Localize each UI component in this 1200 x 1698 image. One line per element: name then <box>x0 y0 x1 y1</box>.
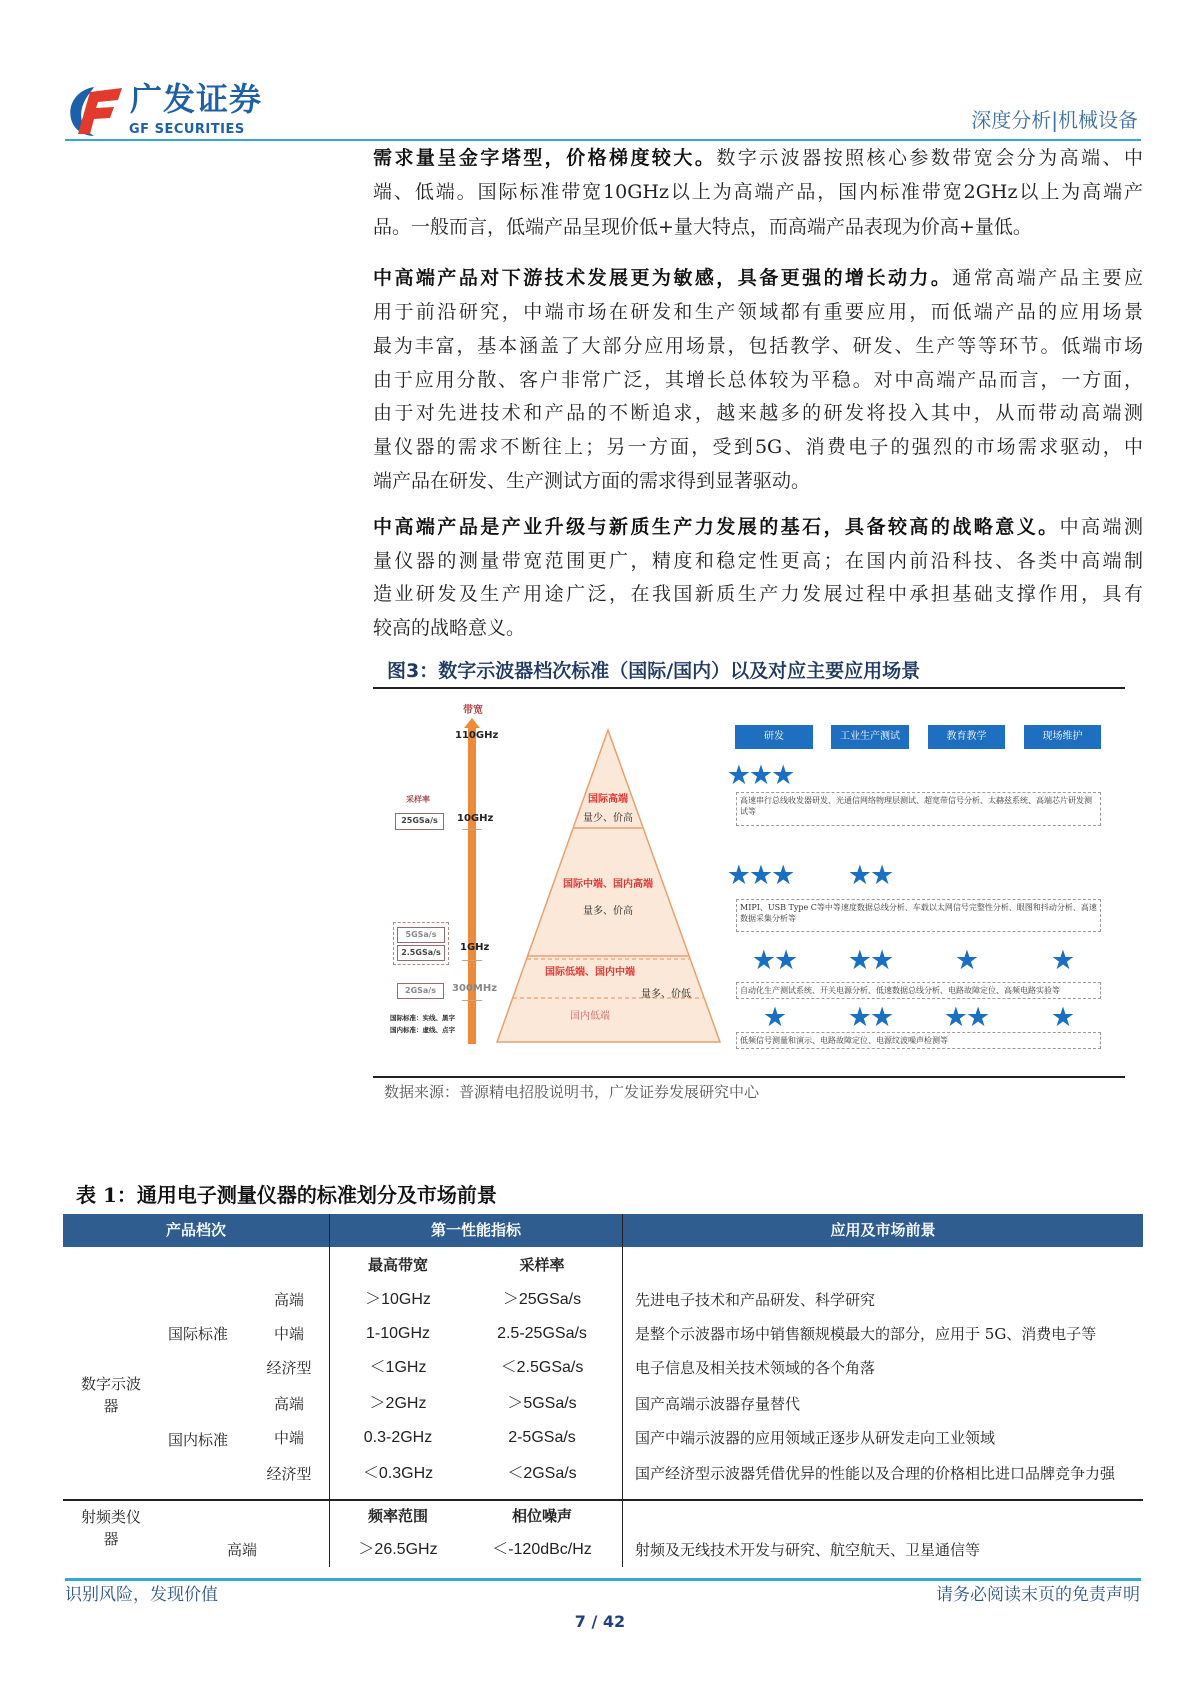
row-application: 电子信息及相关技术领域的各个角落 <box>635 1359 876 1377</box>
group-rf-instruments: 射频类仪器 <box>80 1508 141 1548</box>
figure-caption: 图3：数字示波器档次标准（国际/国内）以及对应主要应用场景 <box>387 660 921 682</box>
row-sample-rate: ＜2GSa/s <box>507 1465 577 1482</box>
bandwidth-axis-label: 带宽 <box>463 705 483 716</box>
rf-phase-noise: ＜-120dBc/Hz <box>492 1541 592 1558</box>
pyramid-tier-3: 国际低端、国内中端 <box>545 967 635 978</box>
table-header-metrics: 第一性能指标 <box>330 1214 622 1247</box>
row-tier: 经济型 <box>266 1465 312 1483</box>
paragraph-line: 最为丰富，基本涵盖了大部分应用场景，包括教学、研发、生产等等环节。低端市场 <box>373 335 1143 357</box>
pyramid-tier-2-note: 量多、价高 <box>583 906 633 917</box>
star-rating-icon: ★★ <box>943 1002 989 1033</box>
row-divider <box>63 1499 1143 1501</box>
star-rating-icon: ★ <box>1050 945 1074 976</box>
column-header-production: 工业生产测试 <box>831 725 909 749</box>
sample-rate-box: 25GSa/s <box>395 813 444 830</box>
row-application: 国产经济型示波器凭借优异的性能以及合理的价格相比进口品牌竞争力强 <box>635 1464 1116 1483</box>
row-tier: 中端 <box>273 1325 305 1343</box>
rf-tier: 高端 <box>227 1541 258 1559</box>
sample-rate-box: 5GSa/s <box>397 927 445 943</box>
page-number: 7 / 42 <box>574 1612 626 1631</box>
logo-mark-icon <box>64 84 126 138</box>
star-rating-icon: ★★ <box>751 945 797 976</box>
freq-label: 1GHz <box>460 942 490 953</box>
pyramid-tier-1: 国际高端 <box>588 794 628 805</box>
paragraph-line: 造业研发及生产用途广泛，在我国新质生产力发展过程中承担基础支撑作用，具有 <box>373 583 1143 605</box>
paragraph-text: 中高端测 <box>1059 516 1143 538</box>
freq-label: 10GHz <box>457 813 494 824</box>
paragraph-line: 由于应用分散、客户非常广泛，其增长总体较为平稳。对中高端产品而言，一方面， <box>373 369 1143 391</box>
row-tier: 经济型 <box>266 1359 312 1377</box>
paragraph-lead: 中高端产品是产业升级与新质生产力发展的基石，具备较高的战略意义。 <box>373 516 1060 538</box>
scenario-box: 低频信号测量和演示、电路故障定位、电源纹波噪声检测等 <box>736 1032 1101 1049</box>
row-bandwidth: ＞2GHz <box>369 1395 427 1412</box>
sample-rate-label: 采样率 <box>406 794 430 804</box>
legend-domestic: 国内标准：虚线、点字 <box>390 1026 455 1034</box>
column-header-education: 教育教学 <box>928 725 1005 749</box>
paragraph-line <box>373 266 1143 290</box>
paragraph-line: 由于对先进技术和产品的不断追求，越来越多的研发将投入其中，从而带动高端测 <box>373 402 1143 424</box>
row-bandwidth: ＜1GHz <box>369 1359 427 1376</box>
scenario-box: MIPI、USB Type C等中等速度数据总线分析、车载以太网信号完整性分析、眼图和抖动分析、高速数据采集分析等 <box>736 899 1101 932</box>
figure-bottom-rule <box>373 1076 1125 1078</box>
paragraph-line: 品。一般而言，低端产品呈现价低+量大特点，而高端产品表现为价高+量低。 <box>373 216 1032 238</box>
row-bandwidth: ＜0.3GHz <box>362 1465 434 1482</box>
subheader-bandwidth: 最高带宽 <box>367 1256 429 1274</box>
paragraph-lead: 需求量呈金字塔型，价格梯度较大。 <box>373 147 717 169</box>
star-rating-icon: ★★★ <box>726 760 794 791</box>
column-header-rnd: 研发 <box>735 725 813 749</box>
row-sample-rate: 2.5-25GSa/s <box>497 1325 587 1342</box>
scenario-box: 高速串行总线收发器研发、光通信网络物理层测试、超宽带信号分析、太赫兹系统、高端芯片研发测试等 <box>736 792 1101 826</box>
logo-text-cn: 广发证券 <box>130 80 263 118</box>
pyramid-tier-1-note: 量少、价高 <box>583 813 633 824</box>
paragraph-line: 量仪器的测量带宽范围更广，精度和稳定性更高；在国内前沿科技、各类中高端制 <box>373 550 1143 572</box>
star-rating-icon: ★ <box>954 945 978 976</box>
subheader-frequency: 频率范围 <box>367 1507 429 1525</box>
header-divider <box>65 139 1141 141</box>
star-rating-icon: ★★ <box>847 860 893 891</box>
figure-legend <box>390 1014 455 1038</box>
tick <box>462 1000 482 1001</box>
group-oscilloscope: 数字示波器 <box>80 1375 141 1415</box>
row-tier: 高端 <box>273 1395 305 1413</box>
paragraph-text: 通常高端产品主要应 <box>952 267 1143 289</box>
bandwidth-arrow-icon <box>462 718 482 1044</box>
table-header-tier: 产品档次 <box>63 1214 329 1247</box>
row-application: 是整个示波器市场中销售额规模最大的部分，应用于 5G、消费电子等 <box>635 1325 1097 1343</box>
pyramid-tier-3-note: 量多、价低 <box>641 989 691 1000</box>
row-sample-rate: 2-5GSa/s <box>508 1429 576 1446</box>
table-header-application: 应用及市场前景 <box>623 1214 1143 1247</box>
star-rating-icon: ★★ <box>847 1002 893 1033</box>
rf-application: 射频及无线技术开发与研究、航空航天、卫星通信等 <box>635 1541 981 1559</box>
figure-source: 数据来源：普源精电招股说明书，广发证券发展研究中心 <box>384 1083 760 1101</box>
column-divider <box>329 1214 330 1567</box>
row-tier: 高端 <box>273 1291 305 1309</box>
paragraph-line: 较高的战略意义。 <box>373 617 526 639</box>
logo-text-en: GF SECURITIES <box>129 122 245 137</box>
paragraph-line <box>373 515 1143 539</box>
paragraph-line <box>373 146 1143 170</box>
footer-divider <box>65 1578 1141 1581</box>
row-application: 国产中端示波器的应用领域正逐步从研发走向工业领域 <box>635 1429 996 1447</box>
row-bandwidth: ＞10GHz <box>365 1291 431 1308</box>
rf-frequency: ＞26.5GHz <box>358 1541 438 1558</box>
paragraph-line: 端、低端。国际标准带宽10GHz以上为高端产品，国内标准带宽2GHz以上为高端产 <box>373 181 1143 203</box>
scenario-box: 自动化生产测试系统、开关电源分析、低速数据总线分析、电路故障定位、高频电路实验等 <box>736 982 1101 999</box>
pyramid-tier-2: 国际中端、国内高端 <box>563 879 653 890</box>
paragraph-text: 数字示波器按照核心参数带宽会分为高端、中 <box>716 147 1143 169</box>
subheader-sample-rate: 采样率 <box>519 1256 565 1274</box>
row-bandwidth: 0.3-2GHz <box>363 1429 433 1446</box>
footer-slogan: 识别风险，发现价值 <box>65 1585 218 1605</box>
footer-disclaimer: 请务必阅读末页的免责声明 <box>936 1585 1140 1605</box>
paragraph-line: 用于前沿研究，中端市场在研发和生产领域都有重要应用，而低端产品的应用场景 <box>373 301 1143 323</box>
subheader-phase-noise: 相位噪声 <box>511 1507 573 1525</box>
sample-rate-box: 2.5GSa/s <box>397 945 445 961</box>
legend-intl: 国际标准：实线、黑字 <box>390 1014 455 1022</box>
figure-top-rule <box>373 687 1125 689</box>
group-domestic-standard: 国内标准 <box>168 1431 229 1449</box>
row-sample-rate: ＞25GSa/s <box>502 1291 582 1308</box>
column-divider <box>622 1214 623 1567</box>
star-rating-icon: ★★★ <box>726 860 794 891</box>
row-application: 先进电子技术和产品研发、科学研究 <box>635 1291 876 1309</box>
table-title: 表 1：通用电子测量仪器的标准划分及市场前景 <box>76 1183 497 1207</box>
row-sample-rate: ＜2.5GSa/s <box>500 1359 584 1376</box>
column-header-field: 现场维护 <box>1024 725 1101 749</box>
star-rating-icon: ★ <box>762 1002 786 1033</box>
row-application: 国产高端示波器存量替代 <box>635 1395 801 1413</box>
freq-label: 110GHz <box>455 730 499 741</box>
row-sample-rate: ＞5GSa/s <box>507 1395 577 1412</box>
tick <box>462 829 482 830</box>
paragraph-line: 端产品在研发、生产测试方面的需求得到显著驱动。 <box>373 470 811 492</box>
paragraph-line: 量仪器的需求不断往上；另一方面，受到5G、消费电子的强烈的市场需求驱动，中 <box>373 436 1143 458</box>
tick <box>462 960 482 961</box>
sample-rate-box: 2GSa/s <box>397 983 444 999</box>
paragraph-lead: 中高端产品对下游技术发展更为敏感，具备更强的增长动力。 <box>373 267 953 289</box>
row-bandwidth: 1-10GHz <box>365 1325 431 1342</box>
star-rating-icon: ★ <box>1050 1002 1074 1033</box>
star-rating-icon: ★★ <box>847 945 893 976</box>
freq-label: 300MHz <box>452 983 498 994</box>
report-section-label: 深度分析|机械设备 <box>971 108 1138 132</box>
group-intl-standard: 国际标准 <box>168 1325 229 1343</box>
pyramid-tier-4: 国内低端 <box>570 1011 610 1022</box>
row-tier: 中端 <box>273 1429 305 1447</box>
